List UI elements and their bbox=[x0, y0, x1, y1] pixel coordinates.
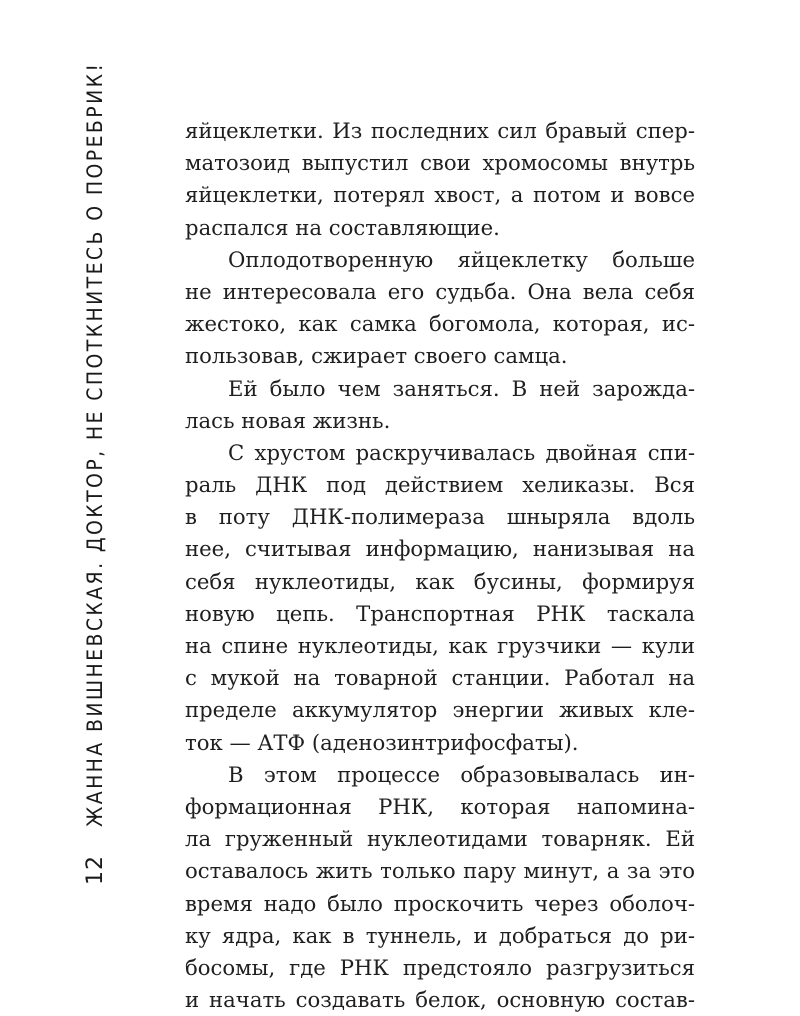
text-line: с мукой на товарной станции. Работал на bbox=[185, 665, 695, 691]
text-line: жестоко, как самка богомола, которая, ис- bbox=[185, 311, 695, 337]
text-line: пользовав, сжирает своего самца. bbox=[185, 343, 568, 369]
text-line: и начать создавать белок, основную состав- bbox=[185, 987, 695, 1013]
text-line: яйцеклетки. Из последних сил бравый спер- bbox=[185, 118, 695, 143]
text-line: лась новая жизнь. bbox=[185, 407, 391, 433]
text-line: матозоид выпустил свои хромосомы внутрь bbox=[185, 150, 695, 176]
running-head-title: ЖАННА ВИШНЕВСКАЯ. ДОКТОР, НЕ СПОТКНИТЕСЬ О ПОРЕБРИК! bbox=[83, 61, 107, 827]
text-line: пределе аккумулятор энергии живых кле- bbox=[185, 697, 695, 723]
text-line: Ей было чем заняться. В ней зарожда- bbox=[228, 375, 695, 401]
running-head bbox=[70, 61, 120, 885]
text-line: распался на составляющие. bbox=[185, 214, 500, 240]
text-line: себя нуклеотиды, как бусины, формируя bbox=[185, 568, 695, 594]
text-line: оставалось жить только пару минут, а за это bbox=[185, 858, 695, 884]
body-text bbox=[185, 115, 695, 1016]
text-line: яйцеклетки, потерял хвост, а потом и вовсе bbox=[185, 182, 695, 208]
text-line: время надо было проскочить через оболоч- bbox=[185, 890, 695, 916]
text-line: раль ДНК под действием хеликазы. Вся bbox=[185, 472, 695, 498]
text-line: ток — АТФ (аденозинтрифосфаты). bbox=[185, 729, 579, 755]
text-line: формационная РНК, которая напомина- bbox=[185, 793, 695, 819]
page-number: 12 bbox=[82, 855, 108, 885]
text-line: не интересовала его судьба. Она вела себя bbox=[185, 278, 695, 304]
text-line: ла груженный нуклеотидами товарняк. Ей bbox=[185, 826, 695, 852]
text-line: В этом процессе образовывалась ин- bbox=[228, 761, 695, 787]
text-line: новую цепь. Транспортная РНК таскала bbox=[185, 600, 695, 626]
text-line: на спине нуклеотиды, как грузчики — кули bbox=[185, 633, 695, 658]
text-line: нее, считывая информацию, нанизывая на bbox=[185, 536, 695, 562]
text-line: Оплодотворенную яйцеклетку больше bbox=[228, 246, 695, 272]
text-line: босомы, где РНК предстояло разгрузиться bbox=[185, 954, 695, 980]
text-line: С хрустом раскручивалась двойная спи- bbox=[228, 439, 695, 465]
text-line: ку ядра, как в туннель, и добраться до ри- bbox=[185, 922, 695, 948]
text-line: в поту ДНК-полимераза шныряла вдоль bbox=[185, 504, 695, 530]
